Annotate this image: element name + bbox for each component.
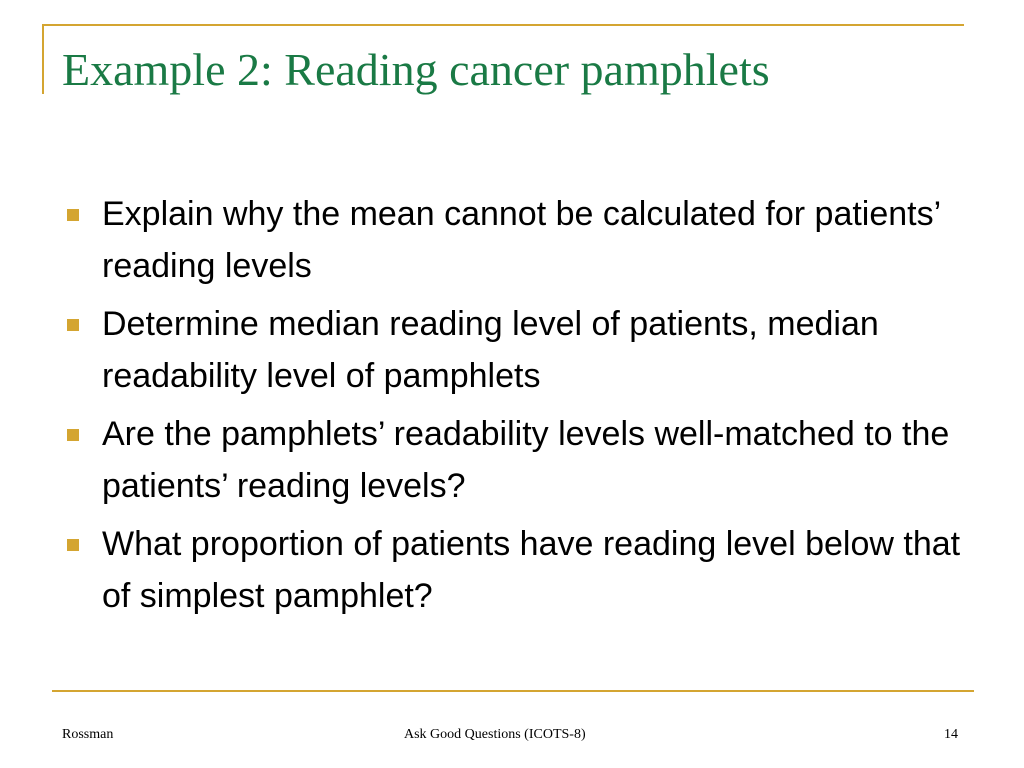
square-bullet-icon <box>67 429 79 441</box>
footer-presentation-title: Ask Good Questions (ICOTS-8) <box>404 727 586 742</box>
bullet-text: Explain why the mean cannot be calculated for patients’ reading levels <box>102 195 940 285</box>
square-bullet-icon <box>67 319 79 331</box>
bullet-item <box>64 518 964 622</box>
bullet-item <box>64 188 964 292</box>
footer-author: Rossman <box>62 727 114 742</box>
bullet-text: Determine median reading level of patients, median readability level of pamphlets <box>102 305 879 395</box>
slide-number: 14 <box>944 727 958 742</box>
slide-title: Example 2: Reading cancer pamphlets <box>62 44 770 95</box>
footer-rule <box>52 690 974 692</box>
square-bullet-icon <box>67 539 79 551</box>
bullet-item <box>64 298 964 402</box>
bullet-list <box>64 188 964 628</box>
bullet-text: Are the pamphlets’ readability levels well-matched to the patients’ reading levels? <box>102 415 950 505</box>
square-bullet-icon <box>67 209 79 221</box>
title-frame-left-rule <box>42 24 44 94</box>
bullet-item <box>64 408 964 512</box>
title-frame-top-rule <box>42 24 964 26</box>
bullet-text: What proportion of patients have reading level below that of simplest pamphlet? <box>102 525 961 615</box>
